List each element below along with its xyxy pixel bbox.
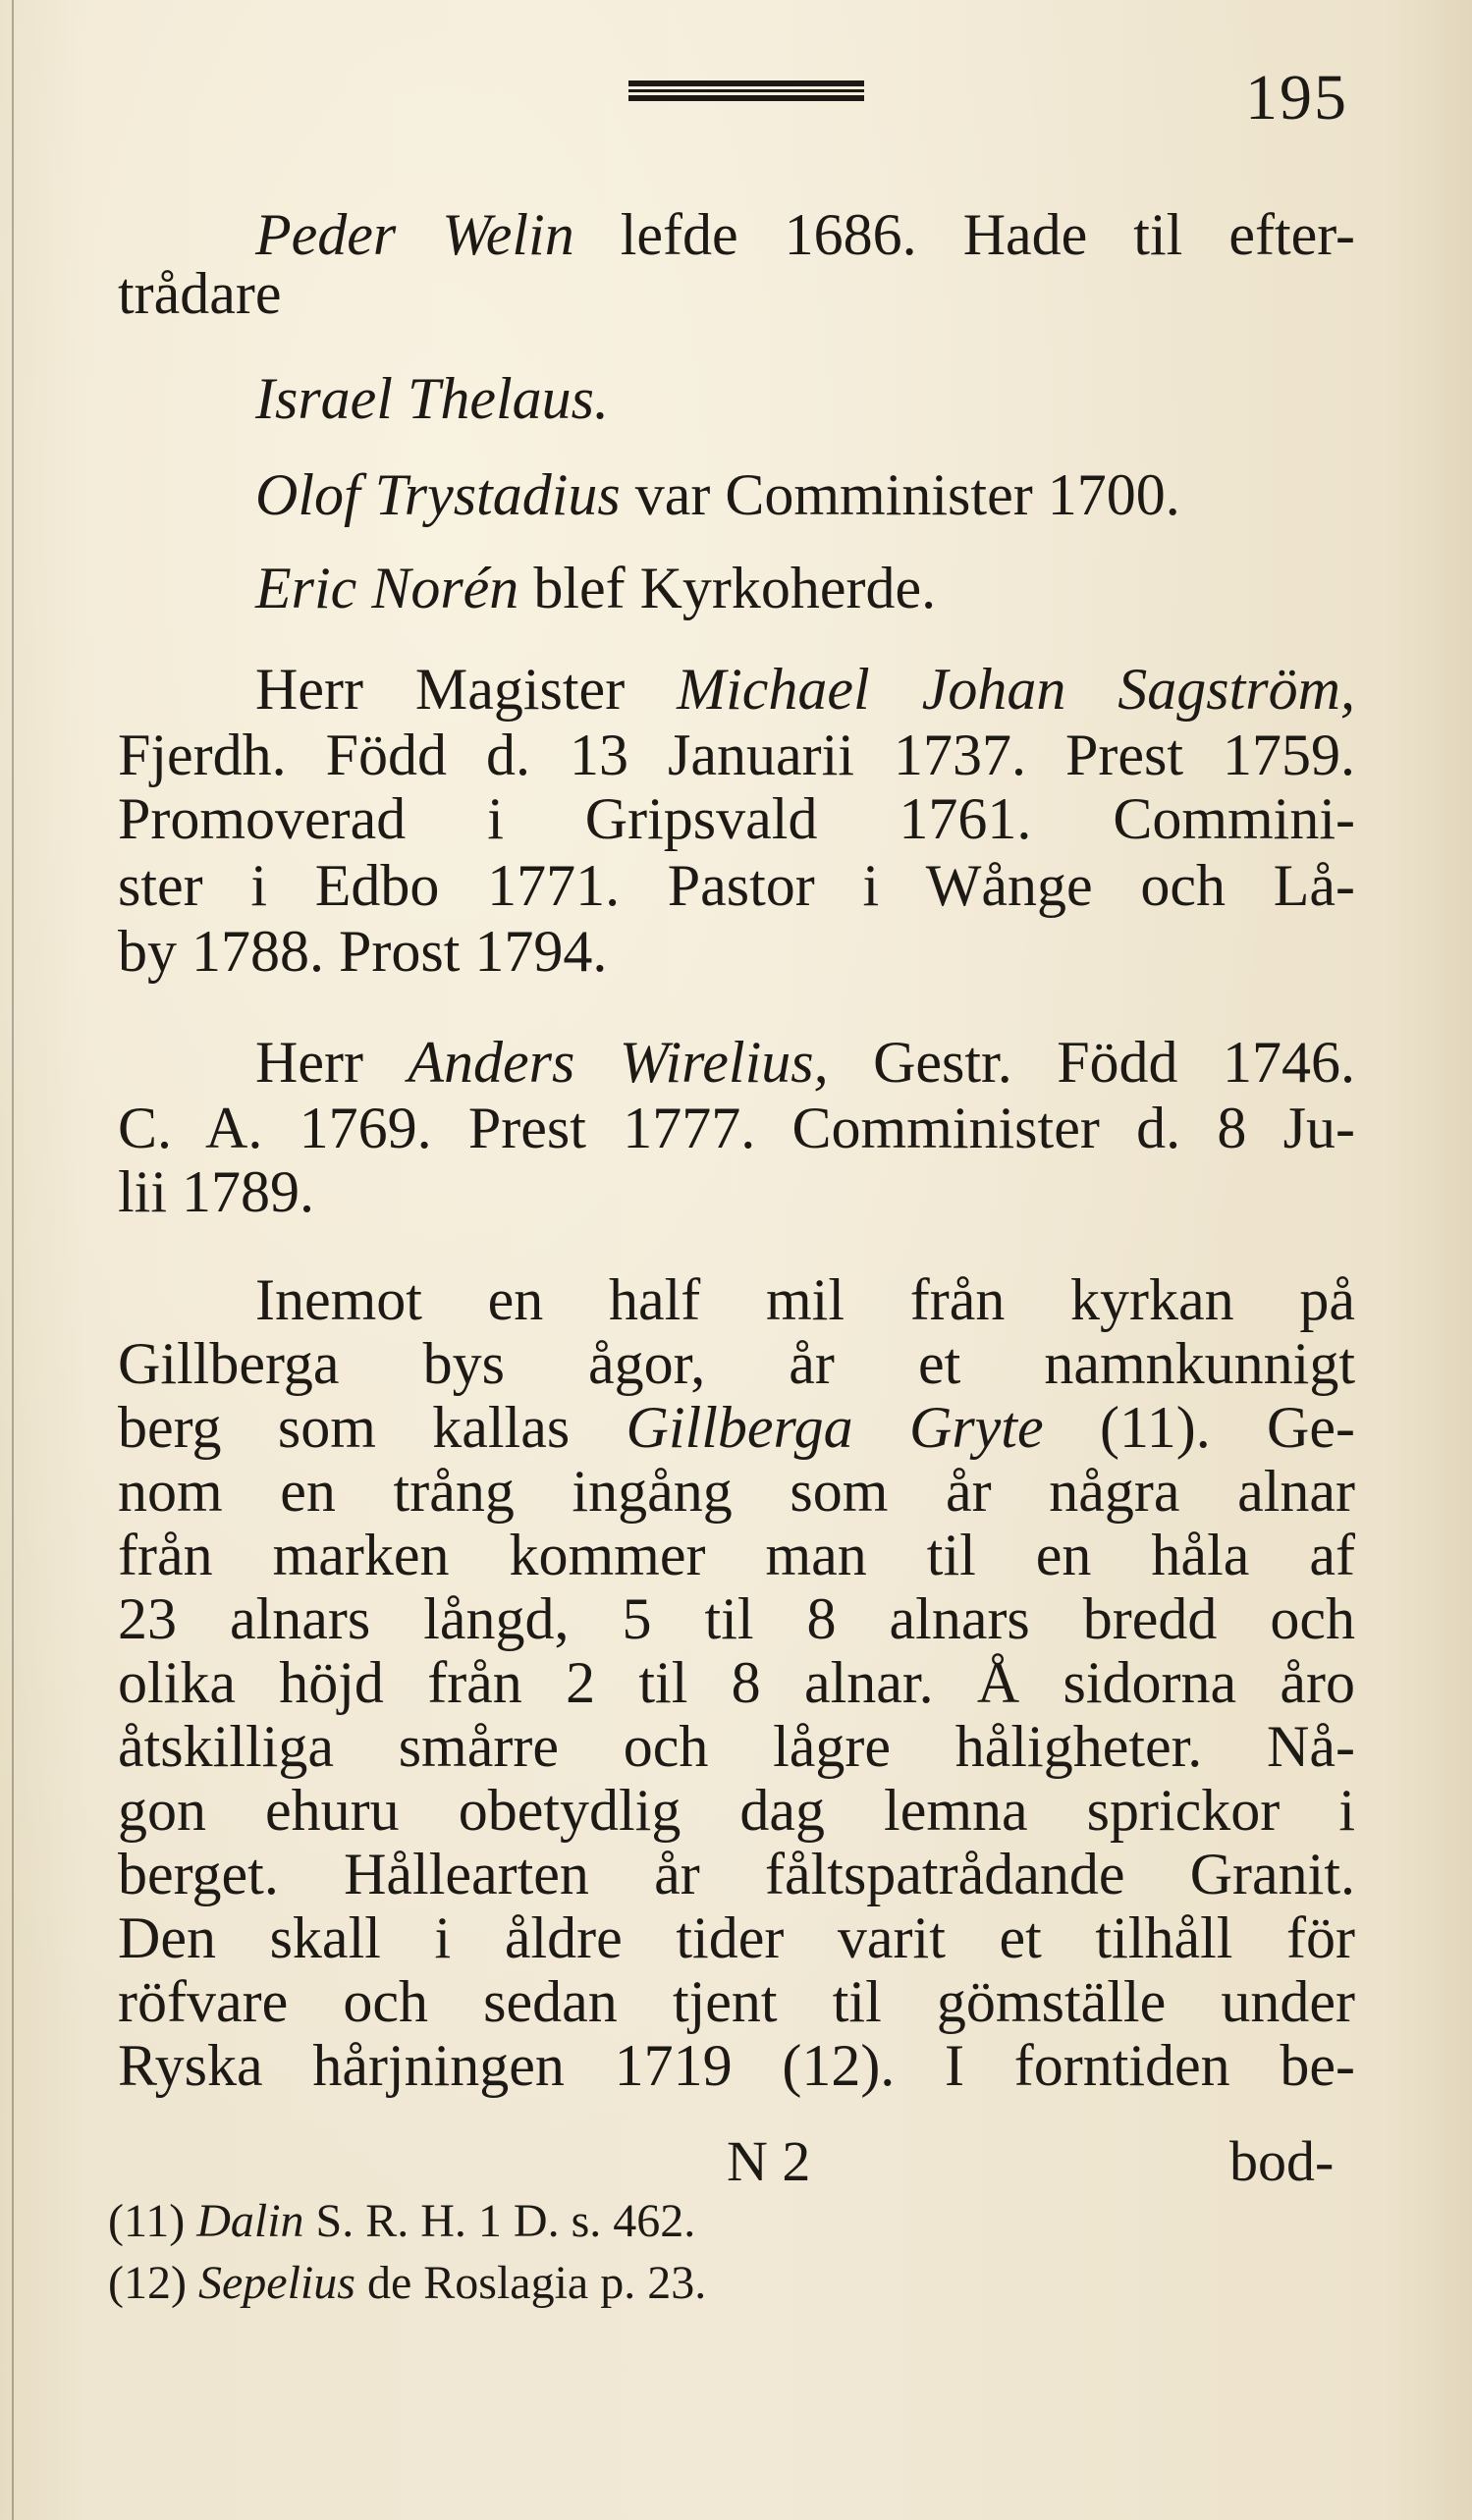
text-line-sagstrom: [118, 656, 1355, 723]
text-line-sagstrom: [118, 722, 1355, 788]
text-segment: lii 1789.: [118, 1159, 315, 1224]
text-line-gillberga: [118, 1330, 1355, 1397]
text-line-gillberga: [118, 1394, 1355, 1461]
footnote: [108, 2194, 695, 2249]
text-segment: 23 alnars långd, 5 til 8 alnars bredd och: [118, 1586, 1355, 1651]
italic-segment: Israel Thelaus.: [255, 366, 609, 431]
text-segment: från marken kommer man til en håla af: [118, 1523, 1355, 1587]
catchword: bod-: [1229, 2129, 1335, 2193]
text-segment: Gestr. Född 1746.: [828, 1030, 1356, 1095]
text-line-sagstrom: [118, 918, 1355, 985]
text-segment: lefde 1686. Hade til efter-: [573, 202, 1355, 267]
text-segment: (11): [108, 2195, 197, 2247]
text-segment: (12): [108, 2257, 198, 2309]
text-line-welin: [118, 260, 1355, 327]
text-line-gillberga: [118, 1904, 1355, 1971]
text-segment: Inemot en half mil från kyrkan på: [255, 1267, 1355, 1332]
text-line-gillberga: [118, 1585, 1355, 1652]
text-line-thelaus: [118, 365, 1355, 432]
text-line-sagstrom: [118, 785, 1355, 852]
text-line-gillberga: [118, 1777, 1355, 1844]
text-segment: berg som kallas: [118, 1395, 627, 1460]
italic-segment: Gillberga Gryte: [626, 1395, 1044, 1460]
italic-segment: Olof Trystadius: [255, 462, 621, 527]
text-segment: ster i Edbo 1771. Pastor i Wånge och Lå-: [118, 853, 1355, 918]
italic-segment: Michael Johan Sagström,: [677, 657, 1355, 722]
text-segment: olika höjd från 2 til 8 alnar. Å sidorna åro: [118, 1650, 1355, 1715]
italic-segment: Dalin: [196, 2195, 304, 2247]
text-segment: Ryska hårjningen 1719 (12). I forntiden be-: [118, 2033, 1355, 2098]
text-line-gillberga: [118, 1649, 1355, 1716]
text-segment: S. R. H. 1 D. s. 462.: [303, 2195, 696, 2247]
text-segment: (11). Ge-: [1043, 1395, 1355, 1460]
text-segment: Fjerdh. Född d. 13 Januarii 1737. Prest 1759.: [118, 723, 1355, 787]
text-line-noren: [118, 555, 1355, 621]
text-segment: blef Kyrkoherde.: [518, 556, 937, 620]
italic-segment: Peder Welin: [255, 202, 574, 267]
text-segment: trådare: [118, 261, 282, 326]
text-line-wirelius: [118, 1095, 1355, 1161]
text-line-wirelius: [118, 1029, 1355, 1096]
signature-mark: N 2: [727, 2129, 811, 2193]
footnote: [108, 2256, 706, 2311]
text-segment: de Roslagia p. 23.: [354, 2257, 707, 2309]
text-line-sagstrom: [118, 852, 1355, 919]
text-segment: Promoverad i Gripsvald 1761. Commini-: [118, 786, 1355, 851]
text-segment: berget. Hållearten år fåltspatrådande Granit.: [118, 1842, 1355, 1906]
text-segment: Gillberga bys ågor, år et namnkunnigt: [118, 1331, 1355, 1396]
text-segment: gon ehuru obetydlig dag lemna sprickor i: [118, 1778, 1355, 1843]
italic-segment: Eric Norén: [255, 556, 519, 620]
text-line-gillberga: [118, 1266, 1355, 1333]
text-line-gillberga: [118, 1841, 1355, 1907]
text-line-welin: [118, 201, 1355, 268]
text-segment: röfvare och sedan tjent til gömställe under: [118, 1969, 1355, 2034]
gutter-edge: [12, 0, 14, 2520]
text-line-gillberga: [118, 1522, 1355, 1588]
text-segment: C. A. 1769. Prest 1777. Comminister d. 8 Ju-: [118, 1096, 1355, 1160]
page-number: 195: [1245, 62, 1348, 134]
text-segment: åtskilliga smårre och lågre håligheter. Nå-: [118, 1714, 1355, 1779]
header-rule: [628, 80, 864, 102]
text-segment: Herr: [255, 1030, 409, 1095]
text-segment: var Comminister 1700.: [620, 462, 1180, 527]
text-segment: nom en trång ingång som år några alnar: [118, 1459, 1355, 1524]
text-line-wirelius: [118, 1158, 1355, 1225]
text-line-gillberga: [118, 1968, 1355, 2035]
text-line-gillberga: [118, 2032, 1355, 2099]
text-line-trystadius: [118, 461, 1355, 528]
text-segment: by 1788. Prost 1794.: [118, 919, 608, 984]
text-segment: Den skall i åldre tider varit et tilhåll för: [118, 1905, 1355, 1970]
italic-segment: Anders Wirelius,: [408, 1030, 829, 1095]
text-line-gillberga: [118, 1458, 1355, 1525]
italic-segment: Sepelius: [197, 2257, 355, 2309]
text-line-gillberga: [118, 1713, 1355, 1780]
text-segment: Herr Magister: [255, 657, 678, 722]
